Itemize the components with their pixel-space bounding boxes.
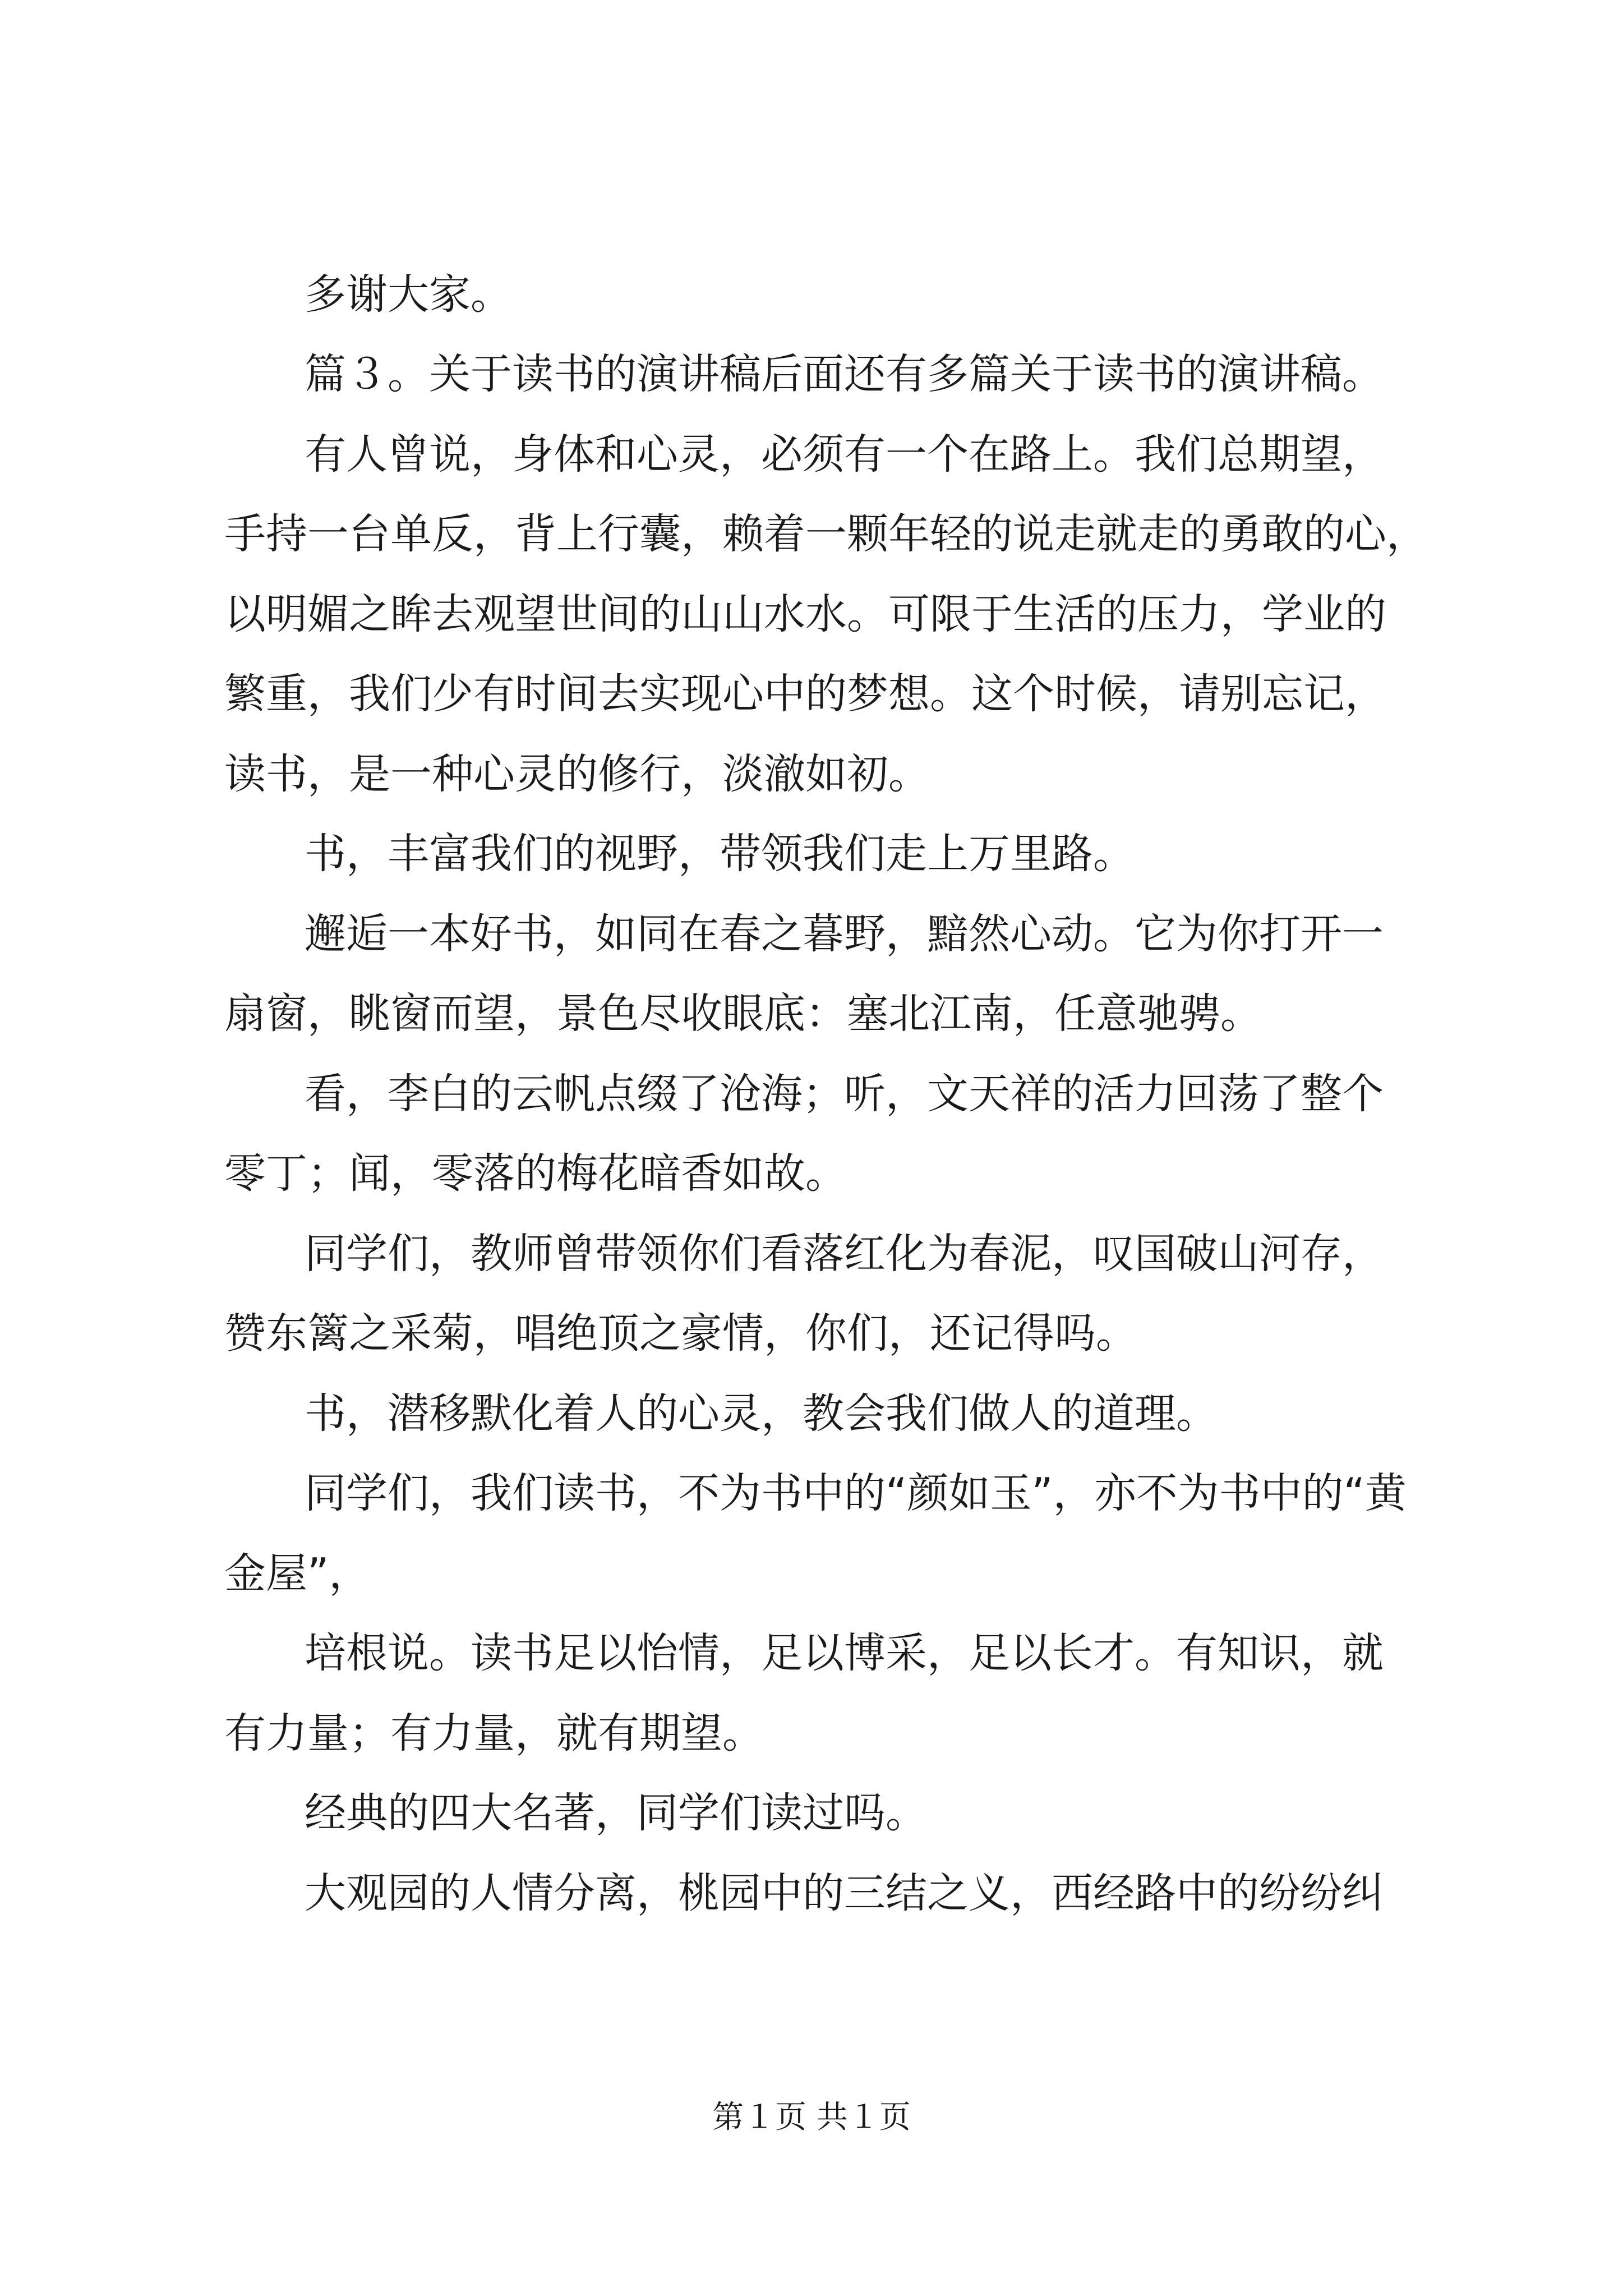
text-line: 同学们，我们读书，不为书中的“颜如玉”，亦不为书中的“黄	[305, 1469, 1407, 1517]
text-line: 有力量；有力量，就有期望。	[224, 1709, 764, 1757]
text-line: 邂逅一本好书，如同在春之暮野，黯然心动。它为你打开一	[305, 910, 1384, 958]
text-line: 手持一台单反，背上行囊，赖着一颗年轻的说走就走的勇敢的心，	[224, 510, 1428, 558]
text-line: 以明媚之眸去观望世间的山山水水。可限于生活的压力，学业的	[224, 590, 1386, 638]
page-footer: 第１页 共１页	[712, 2099, 911, 2136]
text-line: 看，李白的云帆点缀了沧海；听，文天祥的活力回荡了整个	[305, 1070, 1384, 1118]
text-line: 同学们，教师曾带领你们看落红化为春泥，叹国破山河存，	[305, 1230, 1384, 1278]
text-line: 书，潜移默化着人的心灵，教会我们做人的道理。	[305, 1389, 1218, 1438]
text-line: 经典的四大名著，同学们读过吗。	[305, 1789, 927, 1837]
text-line: 读书，是一种心灵的修行，淡澈如初。	[224, 750, 930, 798]
text-line: 培根说。读书足以怡情，足以博采，足以长才。有知识，就	[305, 1629, 1384, 1677]
text-line: 零丁；闻，零落的梅花暗香如故。	[224, 1149, 847, 1198]
text-line: 多谢大家。	[305, 270, 512, 319]
text-line: 书，丰富我们的视野，带领我们走上万里路。	[305, 830, 1135, 878]
text-line: 有人曾说，身体和心灵，必须有一个在路上。我们总期望，	[305, 430, 1384, 478]
text-line: 扇窗，眺窗而望，景色尽收眼底：塞北江南，任意驰骋。	[224, 990, 1262, 1038]
text-line: 赞东篱之采菊，唱绝顶之豪情，你们，还记得吗。	[224, 1309, 1137, 1358]
text-line: 大观园的人情分离，桃园中的三结之义，西经路中的纷纷纠	[305, 1869, 1384, 1917]
text-line: 金屋”，	[224, 1549, 371, 1598]
text-line: 篇３。关于读书的演讲稿后面还有多篇关于读书的演讲稿。	[305, 350, 1384, 398]
text-line: 繁重，我们少有时间去实现心中的梦想。这个时候，请别忘记，	[224, 670, 1386, 718]
